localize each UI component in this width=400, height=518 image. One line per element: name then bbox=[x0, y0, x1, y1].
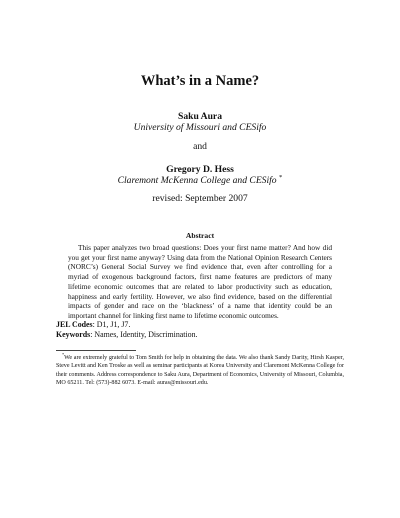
footnote-text: We are extremely grateful to Tom Smith for help in obtaining the data. We also thank Sandy Darity, Hirsh Kasper, Steve Levitt and Ken Troske as well as seminar participants at Korea University and Claremont McKenna College for their comments. Address correspondence to Saku Aura, Department of Economics, University of Missouri, Columbia, MO 65211. Tel: (573)-882 6073. E-mail: auras@missouri.edu. bbox=[56, 355, 344, 387]
author2-affiliation-line bbox=[0, 175, 400, 187]
footnote bbox=[56, 351, 344, 388]
keywords bbox=[56, 330, 198, 340]
author1-name: Saku Aura bbox=[178, 111, 222, 122]
jel-label: JEL Codes bbox=[56, 320, 93, 329]
author1-affiliation: University of Missouri and CESifo bbox=[133, 122, 267, 133]
keywords-value: : Names, Identity, Discrimination. bbox=[90, 330, 198, 339]
revised-date: revised: September 2007 bbox=[152, 193, 248, 204]
abstract-text: This paper analyzes two broad questions: Does your first name matter? And how did you get your first name anyway? Using data from the National Opinion Research Centers (NORC’s) General Social Survey we find evidence that, even after controlling for a myriad of exogenous background factors, first name features are predictors of many lifetime economic outcomes that are related to labor productivity such as education, happiness and early fertility. However, we also find evidence, based on the differential impacts of gender and race on the ‘blackness’ of a name that identity could be an important channel for linking first name to lifetime economic outcomes. bbox=[68, 243, 332, 320]
jel-codes bbox=[56, 320, 130, 330]
footnote-rule bbox=[56, 350, 136, 351]
and-separator: and bbox=[193, 141, 207, 152]
author2-footnote-mark: * bbox=[279, 173, 283, 181]
paper-title: What’s in a Name? bbox=[140, 73, 260, 89]
author2-name: Gregory D. Hess bbox=[166, 164, 234, 175]
footnote-mark: * bbox=[62, 351, 65, 357]
jel-value: : D1, J1, J7. bbox=[92, 320, 131, 329]
keywords-label: Keywords bbox=[56, 330, 91, 339]
abstract-heading: Abstract bbox=[185, 231, 215, 240]
author2-affiliation: Claremont McKenna College and CESifo bbox=[117, 175, 277, 186]
